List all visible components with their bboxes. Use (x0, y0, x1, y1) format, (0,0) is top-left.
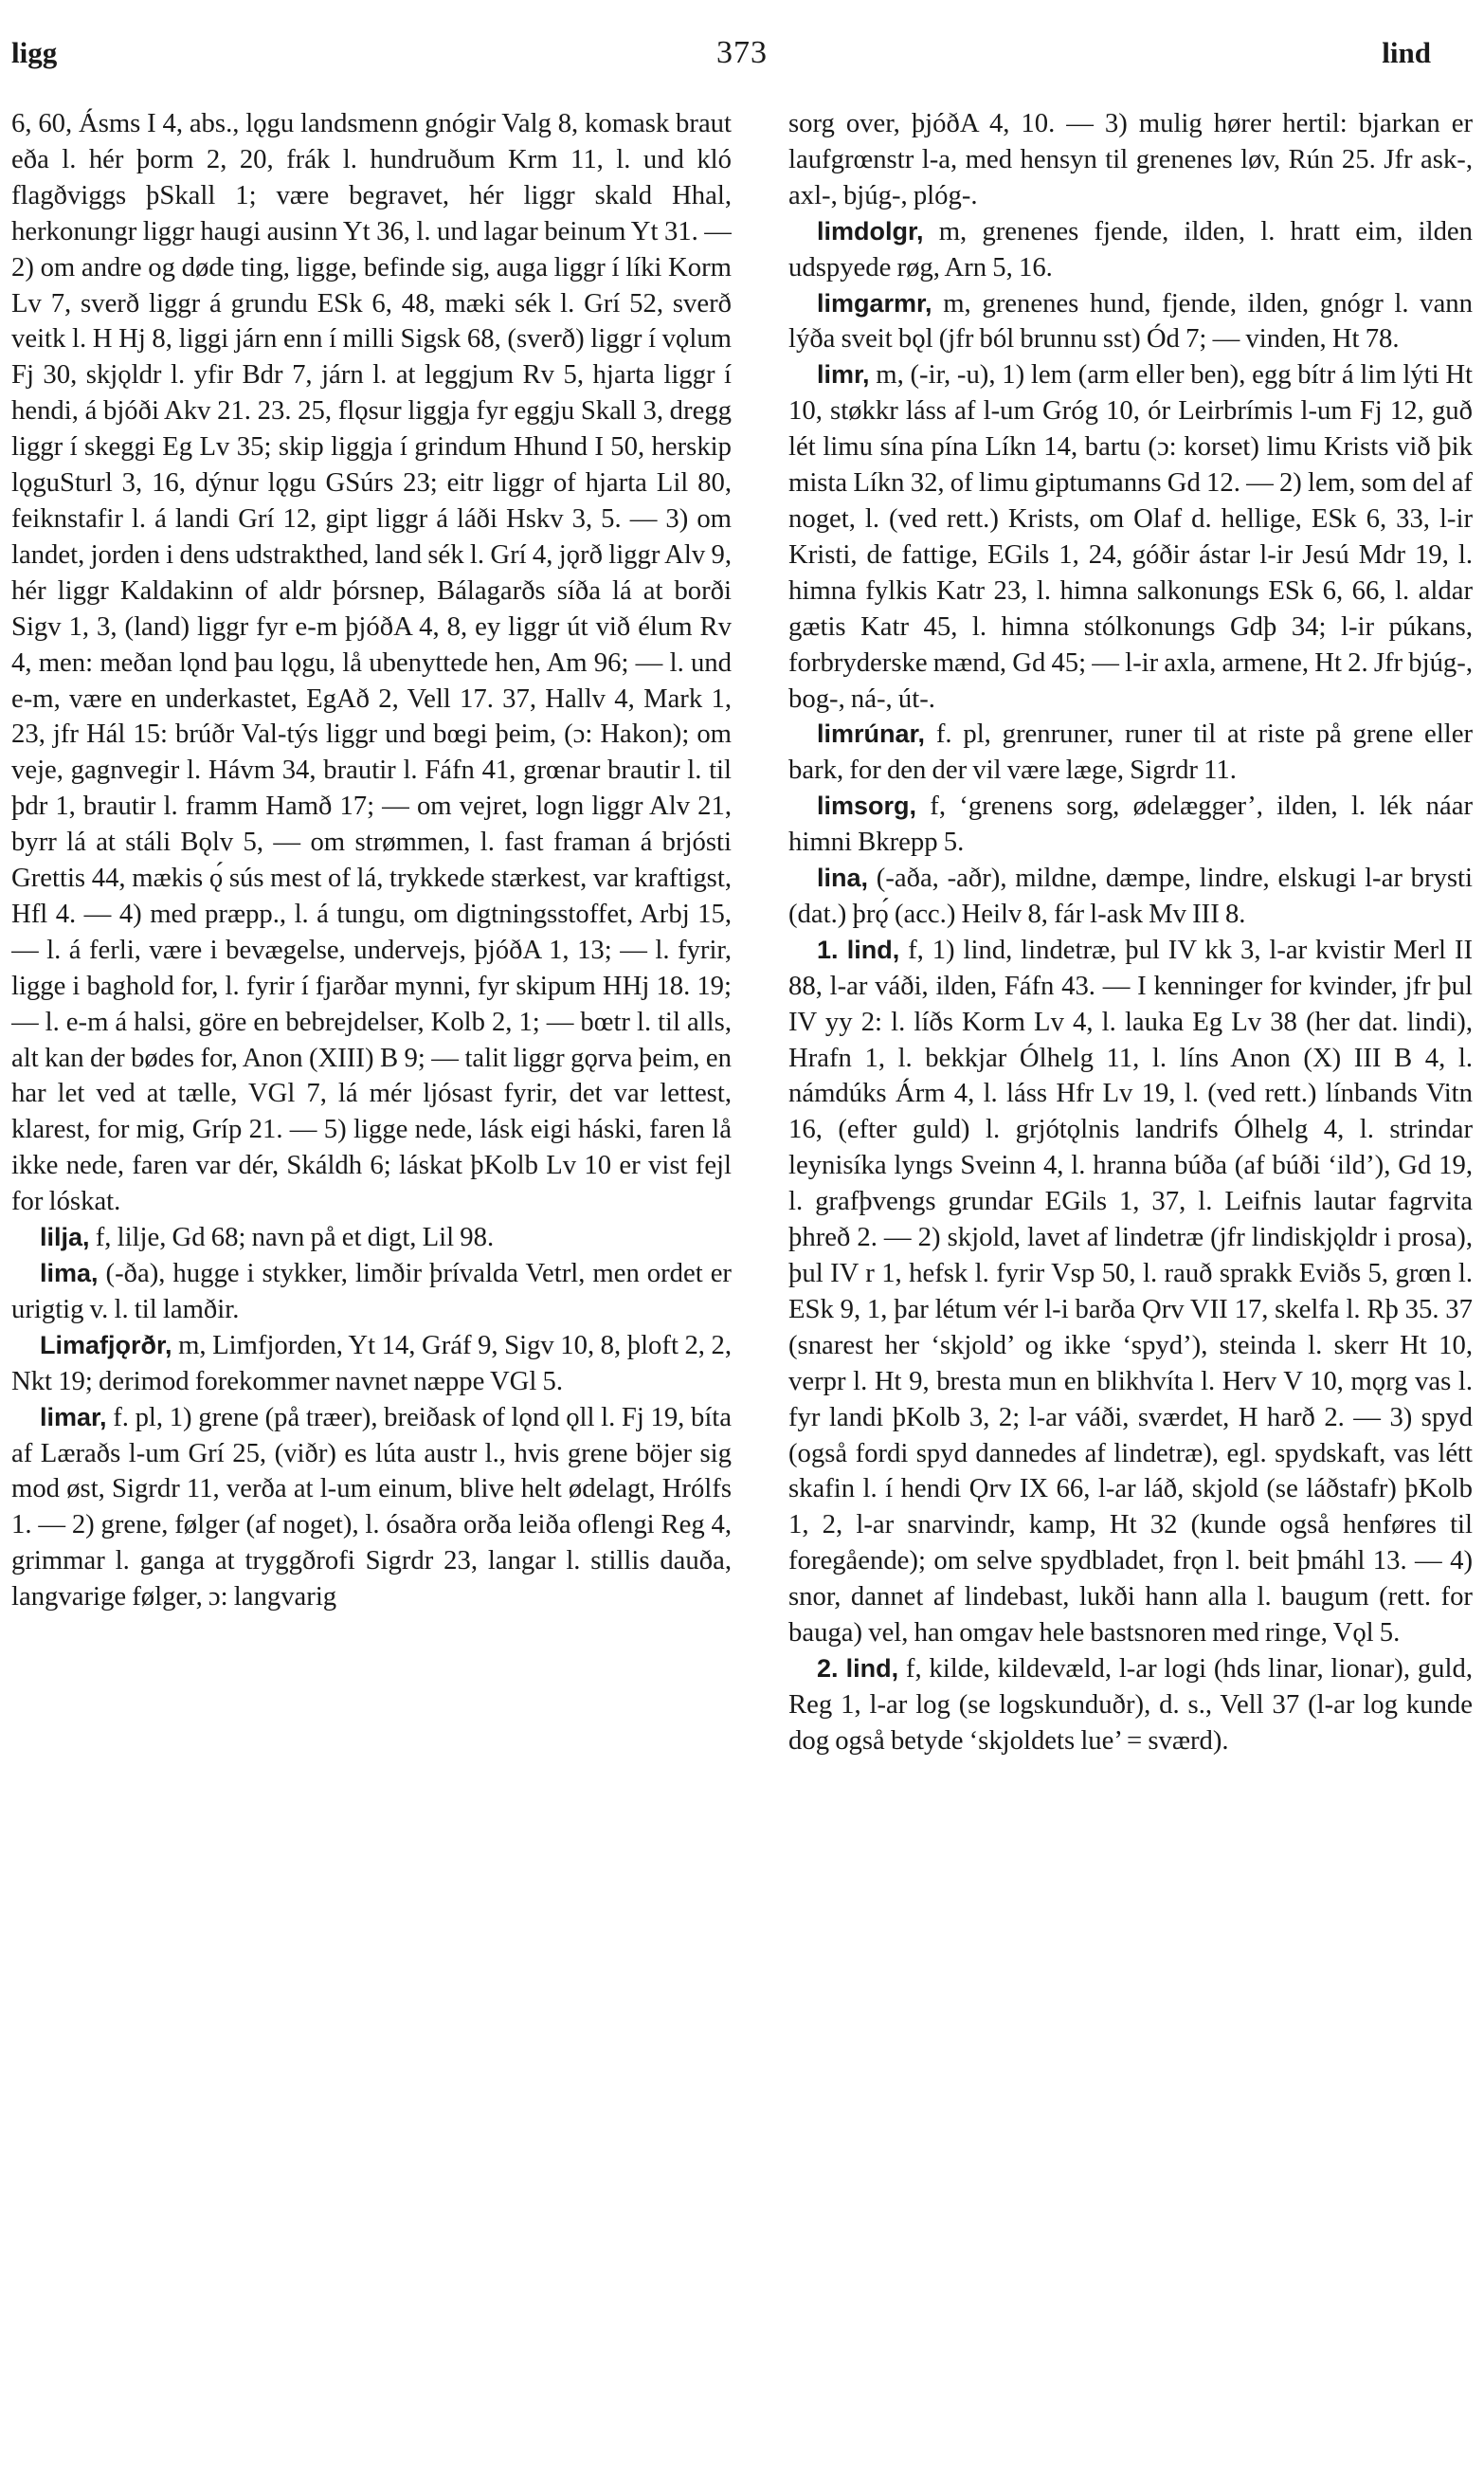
entry (11, 1328, 732, 1400)
entry-body: f. pl, 1) grene (på træer), breiðask of lǫnd ǫll l. Fj 19, bíta af Læraðs l-um Grí 25, (viðr) es lúta austr l., hvis grene böjer sig mod øst, Sigrdr 11, verða at l-um einum, blive helt ødelagt, Hrólfs 1. — 2) grene, følger (af noget), l. ósaðra orða leiða oflengi Reg 4, grimmar l. ganga at tryggðrofi Sigrdr 23, langar l. stillis dauða, langvarige følger, ɔ: langvarig (11, 1401, 732, 1612)
entry (788, 933, 1473, 1651)
header-first-entry: ligg (11, 36, 58, 69)
headword: limdolgr, (817, 216, 924, 246)
entry-body: f, lilje, Gd 68; navn på et digt, Lil 98. (95, 1222, 495, 1253)
entry (788, 1651, 1473, 1759)
entry-body: m, grenenes hund, fjende, ilden, gnógr l. vann lýða sveit bǫl (jfr ból brunnu sst) Ód 7; — vinden, Ht 78. (788, 287, 1473, 355)
entry-body: (-aða, -aðr), mildne, dæmpe, lindre, elskugi l-ar brysti (dat.) þrǫ́ (acc.) Heilv 8, fár l-ask Mv III 8. (788, 863, 1473, 929)
entry (788, 357, 1473, 717)
entry (788, 789, 1473, 861)
entry (11, 1256, 732, 1328)
entry (788, 214, 1473, 286)
entry-body: m, grenenes fjende, ilden, l. hratt eim, ilden udspyede røg, Arn 5, 16. (788, 215, 1473, 282)
entry (788, 106, 1473, 214)
entry (788, 861, 1473, 933)
headword: limsorg, (817, 792, 917, 821)
entry-body: f. pl, grenruner, runer til at riste på grene eller bark, for den der vil være læge, Sigrdr 11. (788, 719, 1473, 786)
left-column (11, 106, 732, 2457)
entry (788, 717, 1473, 789)
entry-body: 6, 60, Ásms I 4, abs., lǫgu landsmenn gnógir Valg 8, komask braut eða l. hér þorm 2, 20, frák l. hundruðum Krm 11, l. und kló flagðviggs þSkall 1; være begravet, hér liggr skald Hhal, herkonungr liggr haugi ausinn Yt 36, l. und lagar beinum Yt 31. — 2) om andre og døde ting, ligge, befinde sig, auga liggr í líki Korm Lv 7, sverð liggr á grundu ESk 6, 48, mæki sék l. Grí 52, sverð veitk l. H Hj 8, liggi járn enn í milli Sigsk 68, (sverð) liggr í vǫlum Fj 30, skjǫldr l. yfir Bdr 7, járn l. at leggjum Rv 5, hjarta liggr í hendi, á bjóði Akv 21. 23. 25, flǫsur liggja fyr eggju Skall 3, dregg liggr í skeggi Eg Lv 35; skip liggja í grindum Hhund I 50, herskip lǫguSturl 3, 16, dýnur lǫgu GSúrs 23; eitr liggr of hjarta Lil 80, feiknstafir l. á landi Grí 12, gipt liggr á láði Hskv 3, 5. — 3) om landet, jorden i dens udstrakthed, land sék l. Grí 4, jǫrð liggr Alv 9, hér liggr Kaldakinn of aldr þórsnep, Bálagarðs síða lá at borði Sigv 1, 3, (land) liggr fyr e-m þjóðA 4, 8, ey liggr út við élum Rv 4, men: meðan lǫnd þau lǫgu, lå ubenyttede hen, Am 96; — l. und e-m, være en underkastet, EgAð 2, Vell 17. 37, Hallv 4, Mark 1, 23, jfr Hál 15: brúðr Val-týs liggr und bœgi þeim, (ɔ: Hakon); om veje, gagnvegir l. Hávm 34, brautir l. Fáfn 41, grœnar brautir l. til þdr 1, brautir l. framm Hamð 17; — om vejret, logn liggr Alv 21, byrr lá at stáli Bǫlv 5, — om strømmen, l. fast framan á brjósti Grettis 44, mækis ǫ́ sús mest of lá, trykkede stærkest, var kraftigst, Hfl 4. — 4) med præpp., l. á tungu, om digtningsstoffet, Arbj 15, — l. á ferli, være i bevægelse, undervejs, þjóðA 1, 13; — l. fyrir, ligge i baghold for, l. fyrir í fjarðar mynni, fyr skipum HHj 18. 19; — l. e-m á halsi, göre en bebrejdelser, Kolb 2, 1; — bœtr l. til alls, alt kan der bødes for, Anon (XIII) B 9; — talit liggr gǫrva þeim, en har let ved at tælle, VGl 7, lá mér ljósast fyrir, det var lettest, klarest, for mig, Gríp 21. — 5) ligge nede, lásk eigi háski, faren lå ikke nede, faren var dér, Skáldh 6; láskat þKolb Lv 10 er vist fejl for lóskat. (11, 108, 732, 1217)
entry-body: (-ða), hugge i stykker, limðir þrívalda Vetrl, men ordet er urigtig v. l. til lamðir. (11, 1258, 732, 1324)
entry-body: f, ‘grenens sorg, ødelægger’, ilden, l. lék náar himni Bkrepp 5. (788, 791, 1473, 858)
entry-body: m, (-ir, -u), 1) lem (arm eller ben), egg bítr á lim lýti Ht 10, støkkr láss af l-um Gróg 10, ór Leirbrímis l-um Fj 12, guð lét limu sína pína Líkn 14, bartu (ɔ: korset) limu Krists við þik mista Líkn 32, of limu giptumanns Gd 12. — 2) lem, som del af noget, l. (ved rett.) Krists, om Olaf d. hellige, ESk 6, 33, l-ir Kristi, de fattige, EGils 1, 24, góðir ástar l-ir Jesú Mdr 19, l. himna fylkis Katr 23, l. himna salkonungs ESk 6, 66, l. aldar gætis Katr 45, l. himna stólkonungs Gdþ 34; l-ir púkans, forbryderske mænd, Gd 45; — l-ir axla, armene, Ht 2. Jfr bjúg-, bog-, ná-, út-. (788, 359, 1473, 714)
headword: limr, (817, 360, 870, 390)
entry-body: f, 1) lind, lindetræ, þul IV kk 3, l-ar kvistir Merl II 88, l-ar váði, ilden, Fáfn 43. — I kenninger for kvinder, jfr þul IV yy 2: l. líðs Korm Lv 4, l. lauka Eg Lv 38 (her dat. lindi), Hrafn 1, l. bekkjar Ólhelg 11, l. líns Anon (X) III B 4, l. námdúks Árm 4, l. láss Hfr Lv 19, l. (ved rett.) línbands Vitn 16, (efter guld) l. grjótǫlnis landrifs Ólhelg 4, l. strindar leynisíka lyngs Sveinn 4, l. hranna búða (af búði ‘ild’), Gd 19, l. grafþvengs grundar EGils 1, 37, l. Leifnis lautar fagrvita þhreð 2. — 2) skjold, lavet af lindetræ (jfr lindiskjǫldr i prosa), þul IV r 1, hefsk l. fyrir Vsp 50, l. rauð sprakk Eviðs 5, grœn l. ESk 9, 1, þar létum vér l-i barða Ǫrv VII 17, skelfa l. Rþ 35. 37 (snarest her ‘skjold’ og ikke ‘spyd’), steinda l. skerr Ht 10, verpr l. Ht 9, bresta mun en blikhvíta l. Herv V 10, mǫrg vas l. fyr landi þKolb 3, 2; l-ar váði, sværdet, H harð 2. — 3) spyd (også fordi spyd dannedes af lindetræ), egl. spydskaft, vas létt skafin l. í hendi Ǫrv IX 66, l-ar láð, skjold (se láðstafr) þKolb 1, 2, l-ar snarvindr, kamp, Ht 32 (kunde også henføres til foregående); om selve spydbladet, frǫn l. beit þmáhl 13. — 4) snor, dannet af lindebast, lukði hann alla l. baugum (rett. for bauga) vel, han omgav hele bastsnoren med ringe, Vǫl 5. (788, 934, 1473, 1648)
right-column (788, 106, 1473, 2457)
entry-body: sorg over, þjóðA 4, 10. — 3) mulig hører hertil: bjarkan er laufgrœnstr l-a, med hensyn til grenenes løv, Rún 25. Jfr ask-, axl-, bjúg-, plóg-. (788, 108, 1473, 210)
entry (11, 1220, 732, 1256)
entry (788, 286, 1473, 358)
header-last-entry: lind (1382, 36, 1431, 69)
headword: lina, (817, 864, 869, 893)
entry-body: m, Limfjorden, Yt 14, Gráf 9, Sigv 10, 8, þloft 2, 2, Nkt 19; derimod forekommer navnet næppe VGl 5. (11, 1329, 732, 1396)
headword: limgarmr, (817, 288, 932, 318)
headword: 2. lind, (817, 1653, 899, 1683)
headword: Limafjǫrðr, (40, 1330, 172, 1359)
headword: limar, (40, 1402, 107, 1431)
entry (11, 106, 732, 1220)
entry (11, 1400, 732, 1615)
headword: lilja, (40, 1223, 90, 1252)
page-number: 373 (716, 35, 768, 70)
entry-body: f, kilde, kildevæld, l-ar logi (hds linar, lionar), guld, Reg 1, l-ar log (se logskunduðr), d. s., Vell 37 (l-ar log kunde dog også betyde ‘skjoldets lue’ = sværd). (788, 1652, 1473, 1756)
headword: limrúnar, (817, 719, 926, 749)
headword: 1. lind, (817, 935, 900, 964)
headword: lima, (40, 1259, 99, 1287)
